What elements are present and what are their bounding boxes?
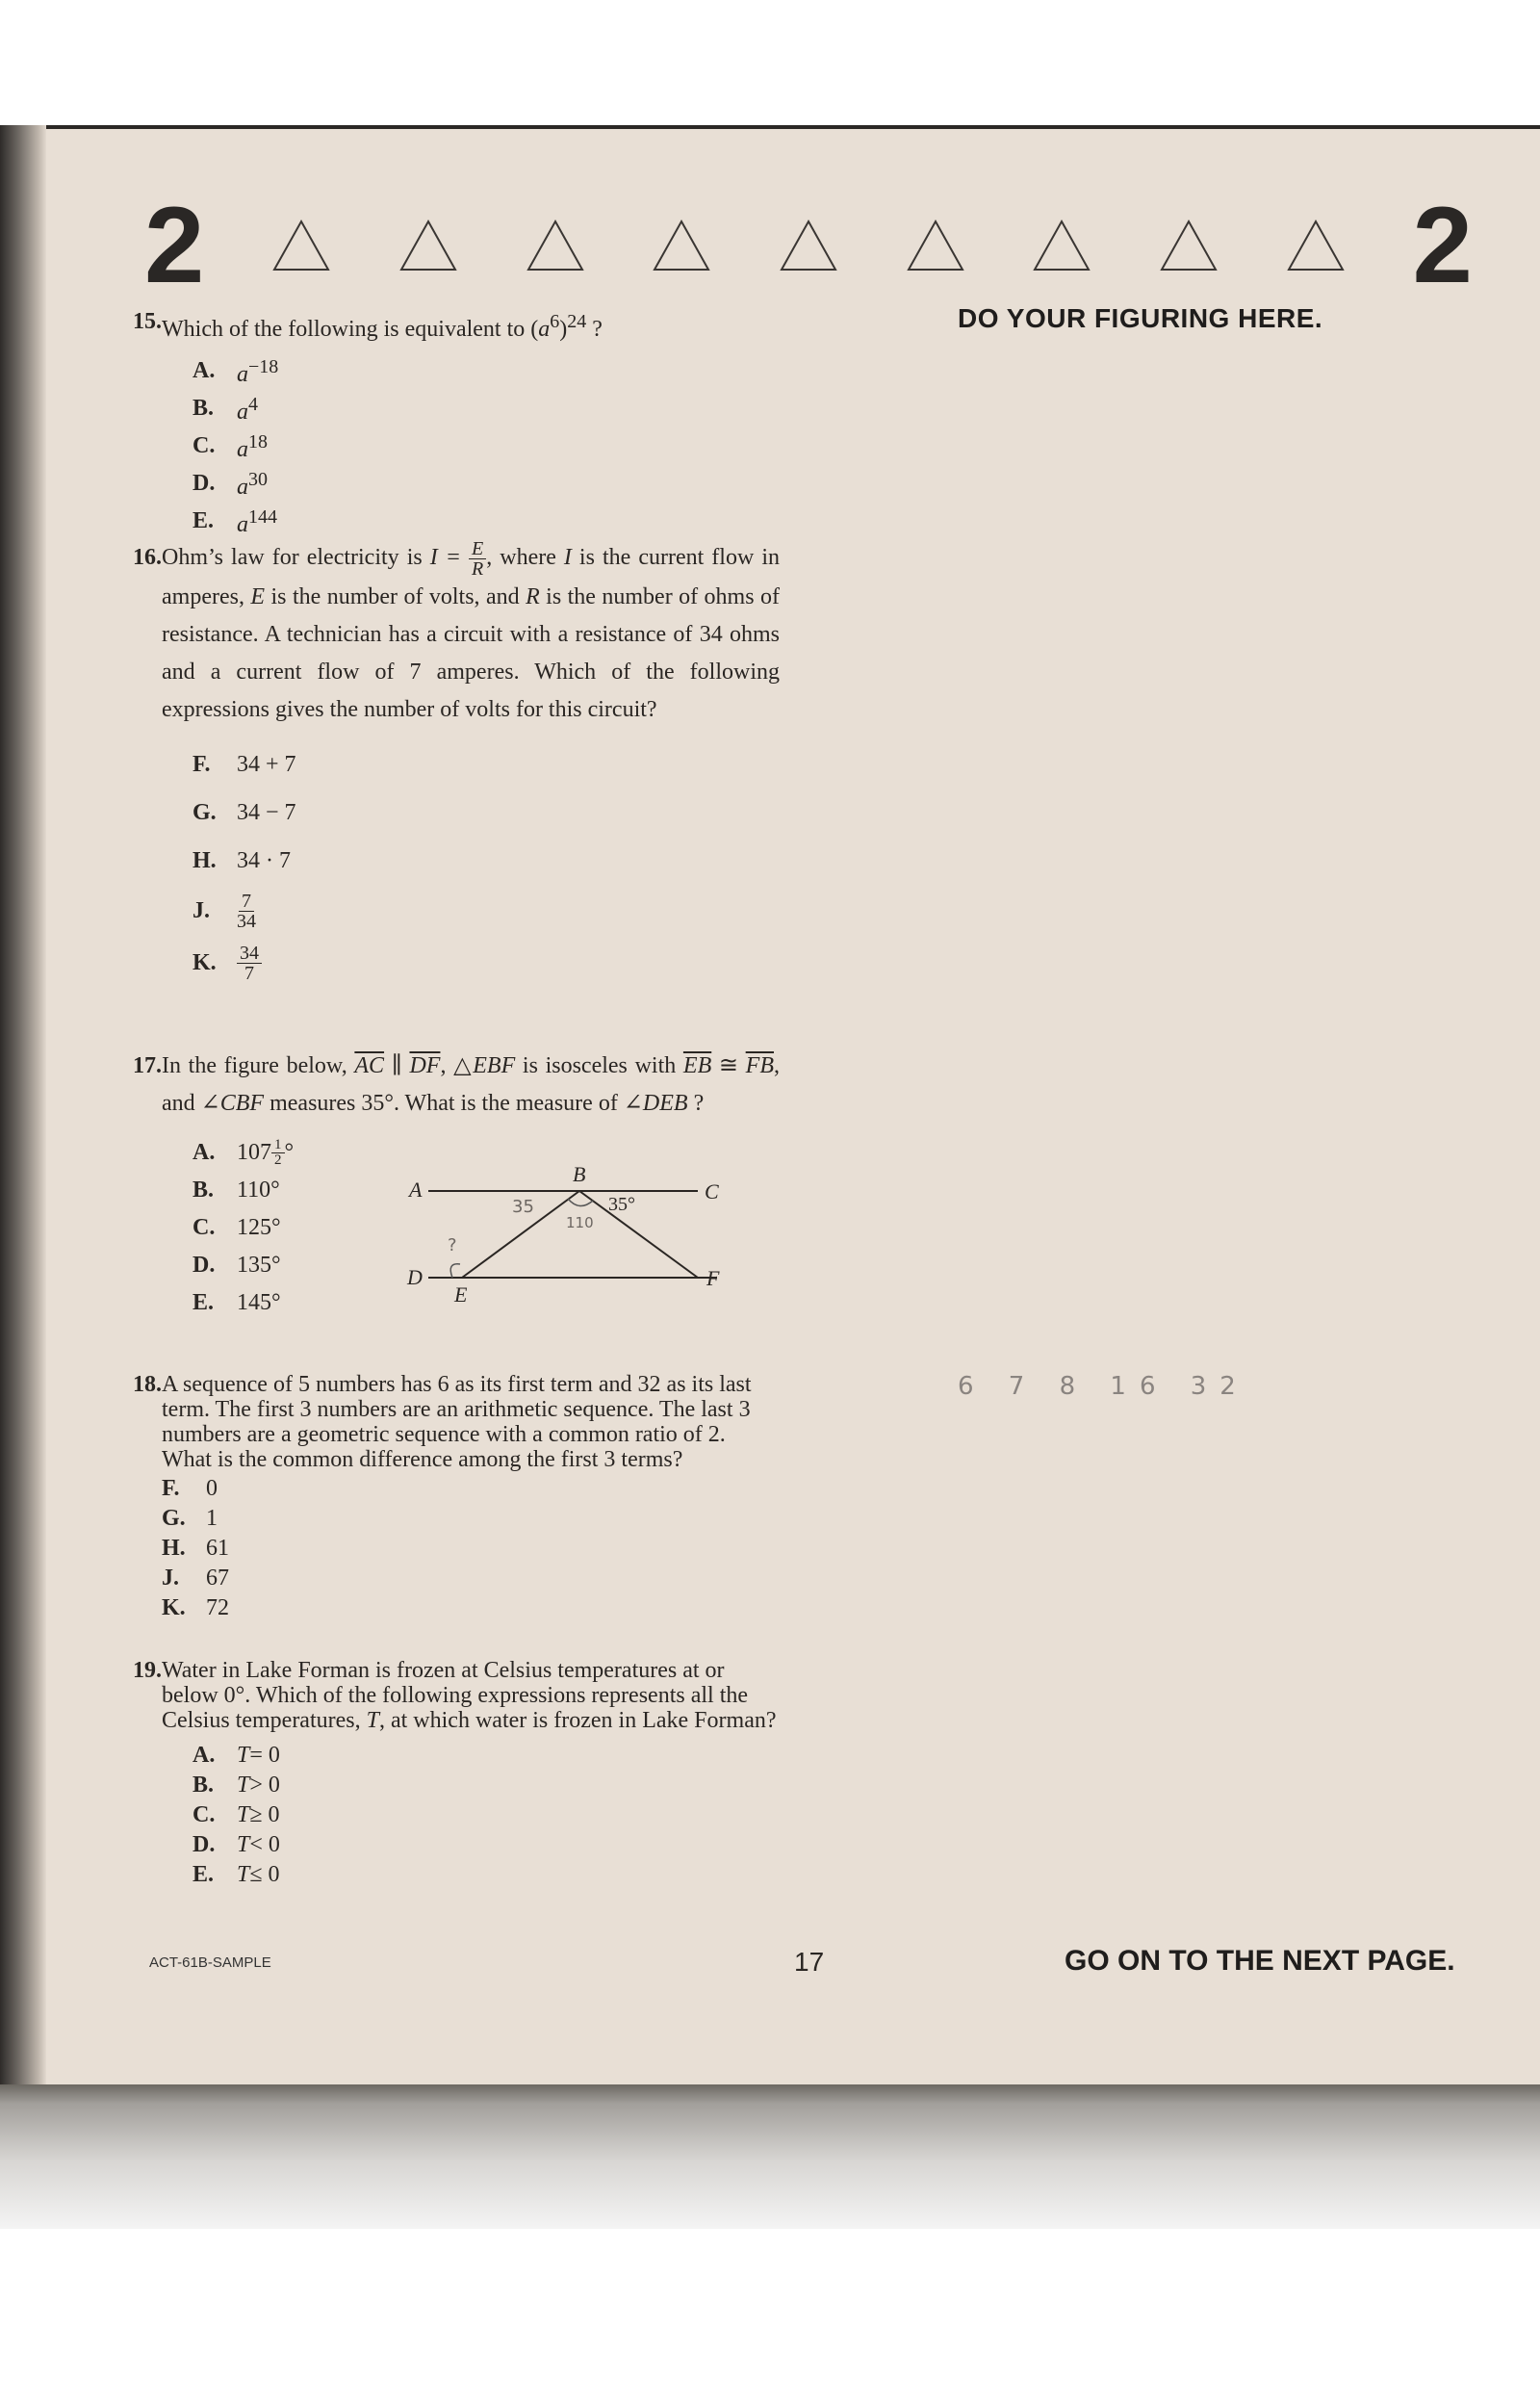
option-letter: H.	[192, 847, 217, 873]
question-number: 15.	[133, 309, 162, 334]
option-fraction	[271, 1138, 285, 1168]
answer-options	[162, 740, 780, 989]
option-value: 125°	[237, 1215, 281, 1240]
pencil-arc	[450, 1264, 460, 1278]
option-letter: K.	[192, 949, 217, 975]
option-letter: D.	[192, 1832, 216, 1857]
expr-base: a	[538, 317, 551, 342]
figuring-area-title: DO YOUR FIGURING HERE.	[958, 303, 1323, 333]
option-variable: T	[237, 1802, 250, 1827]
answer-option-g[interactable]	[162, 1504, 780, 1534]
stem-text: measures 35°. What is the measure of ∠	[264, 1091, 643, 1116]
triangle-icon	[1159, 219, 1219, 272]
form-code: ACT-61B-SAMPLE	[149, 1954, 271, 1971]
segment-bf	[579, 1191, 698, 1278]
fraction-denominator: 2	[274, 1152, 282, 1168]
question-16	[133, 538, 780, 989]
option-letter: H.	[162, 1536, 186, 1561]
scan-shadow	[0, 2084, 1540, 2229]
option-base: a	[237, 512, 248, 537]
question-number: 16.	[133, 545, 162, 570]
question-stem	[162, 1658, 780, 1733]
answer-option-b[interactable]	[162, 390, 780, 427]
option-base: a	[237, 362, 248, 387]
stem-text: is the number of ohms of resistance. A technician has a circuit with a resistance of 34 ohms and a current flow of 7 amperes. Which of the following expressions gives the number of volts for this circuit?	[162, 584, 780, 722]
angle-label: 35°	[608, 1194, 635, 1215]
option-letter: G.	[162, 1506, 186, 1531]
stem-text: Which of the following is equivalent to	[162, 317, 531, 342]
stem-text: is the current flow in amperes,	[162, 545, 780, 609]
stem-text: is isosceles with	[515, 1053, 683, 1078]
answer-option-h[interactable]	[162, 837, 780, 885]
option-value: 61	[206, 1536, 229, 1561]
option-value: ≤ 0	[249, 1862, 280, 1887]
triangle-icon	[398, 219, 458, 272]
answer-option-j[interactable]	[162, 1564, 780, 1593]
stem-text: , at which water is frozen in Lake Forman?	[378, 1708, 777, 1733]
question-number: 19.	[133, 1658, 162, 1683]
option-letter: D.	[192, 1253, 216, 1278]
option-letter: E.	[192, 1862, 215, 1887]
stem-text: , where	[486, 545, 564, 571]
answer-option-e[interactable]	[162, 1860, 780, 1890]
stem-text: ?	[586, 317, 603, 342]
option-value: 34 · 7	[237, 847, 291, 873]
formula-numerator: E	[469, 539, 486, 559]
option-letter: E.	[192, 508, 215, 533]
answer-option-a[interactable]	[162, 352, 780, 390]
pencil-sequence: 6 7 8 16 32	[958, 1372, 1249, 1401]
segment-ac: $\overline{AC}$	[354, 1053, 385, 1078]
answer-options	[162, 352, 780, 540]
binding-gutter	[0, 125, 46, 2084]
fraction-numerator: 7	[239, 892, 254, 912]
option-letter: B.	[192, 1773, 215, 1798]
parallel-symbol: ∥	[384, 1053, 410, 1078]
option-value: 0	[206, 1476, 218, 1501]
question-number: 18.	[133, 1372, 162, 1397]
triangle-icon	[779, 219, 838, 272]
label-e: E	[454, 1282, 468, 1305]
next-page-notice: GO ON TO THE NEXT PAGE.	[1065, 1945, 1455, 1977]
congruent-symbol: ≅	[711, 1053, 746, 1078]
option-value: 34 + 7	[237, 751, 296, 777]
pencil-note: 35	[512, 1197, 534, 1217]
question-stem	[162, 1048, 780, 1123]
label-c: C	[705, 1179, 719, 1203]
option-letter: K.	[162, 1595, 186, 1620]
option-variable: T	[237, 1743, 250, 1768]
option-letter: D.	[192, 471, 216, 496]
stem-text: Ohm’s law for electricity is	[162, 545, 430, 571]
angle-cbf: CBF	[219, 1091, 265, 1116]
option-letter: C.	[192, 1802, 216, 1827]
option-unit: °	[284, 1140, 295, 1165]
stem-text: ?	[687, 1091, 705, 1116]
triangle-ebf: EBF	[473, 1053, 516, 1078]
fraction-numerator: 1	[271, 1138, 285, 1153]
fraction-denominator: 7	[244, 962, 254, 984]
answer-option-j[interactable]	[162, 885, 780, 937]
option-letter: J.	[192, 897, 210, 923]
answer-option-k[interactable]	[162, 937, 780, 989]
stem-text: is the number of volts, and	[265, 584, 526, 609]
page-number: 17	[794, 1947, 825, 1977]
option-fraction	[237, 892, 256, 931]
fraction-numerator: 34	[237, 944, 262, 964]
question-stem: Which of the following is equivalent to $(a^6)^{24}$ ?	[162, 311, 603, 342]
option-value: 135°	[237, 1253, 281, 1278]
section-number-right: 2	[1412, 185, 1473, 305]
pencil-note: 110	[566, 1214, 594, 1231]
question-15	[133, 303, 780, 540]
question-stem	[162, 539, 780, 729]
segment-eb: $\overline{EB}$	[682, 1053, 712, 1078]
question-stem	[162, 1372, 780, 1472]
variable-r: R	[526, 584, 540, 609]
formula-denominator: R	[472, 558, 484, 580]
option-exp: 4	[248, 394, 258, 415]
option-exp: 144	[248, 506, 277, 528]
stem-text: Water in Lake Forman is frozen at Celsius temperatures at or below 0°. Which of the following expressions represents all the Celsius temperatures,	[162, 1658, 749, 1733]
triangle-icon	[652, 219, 711, 272]
triangle-icon	[526, 219, 585, 272]
segment-fb: $\overline{FB}$	[745, 1053, 774, 1078]
option-value: 67	[206, 1566, 229, 1591]
option-value: 72	[206, 1595, 229, 1620]
stem-text: A sequence of 5 numbers has 6 as its first term and 32 as its last term. The first 3 numbers are an arithmetic sequence. The last 3 numbers are a geometric sequence with a common ratio of 2. What is the common difference among the first 3 terms?	[162, 1372, 752, 1472]
answer-option-c[interactable]	[162, 427, 780, 465]
question-number: 17.	[133, 1053, 162, 1078]
label-b: B	[573, 1162, 586, 1186]
option-letter: F.	[192, 751, 211, 777]
pencil-note: ?	[448, 1235, 457, 1255]
section-header	[144, 185, 1473, 305]
option-value: = 0	[249, 1743, 280, 1768]
answer-option-f[interactable]	[162, 1474, 780, 1504]
section-number-left: 2	[144, 185, 205, 305]
option-fraction	[237, 944, 262, 983]
answer-option-k[interactable]	[162, 1593, 780, 1623]
option-letter: F.	[162, 1476, 180, 1501]
answer-options	[162, 1741, 780, 1890]
question-19	[133, 1658, 780, 1890]
option-exp: −18	[248, 356, 279, 377]
option-value: 110°	[237, 1178, 280, 1203]
option-value: 145°	[237, 1290, 281, 1315]
formula-fraction	[469, 539, 486, 579]
angle-deb: DEB	[642, 1091, 688, 1116]
option-letter: C.	[192, 1215, 216, 1240]
answer-option-h[interactable]	[162, 1534, 780, 1564]
option-letter: B.	[192, 1178, 215, 1203]
option-variable: T	[237, 1773, 250, 1798]
answer-options	[162, 1474, 780, 1623]
stem-text: , and ∠	[162, 1053, 780, 1116]
formula-lhs: I =	[429, 545, 461, 571]
fraction-denominator: 34	[237, 910, 256, 932]
option-exp: 18	[248, 431, 268, 453]
question-18	[133, 1372, 780, 1623]
triangle-icon	[271, 219, 331, 272]
triangle-icon	[1286, 219, 1346, 272]
answer-option-f[interactable]	[162, 740, 780, 789]
option-letter: A.	[192, 1140, 216, 1165]
option-base: a	[237, 400, 248, 425]
triangle-icon	[906, 219, 965, 272]
option-value: 107	[237, 1140, 271, 1165]
segment-df: $\overline{DF}$	[409, 1053, 441, 1078]
stem-text: , △	[440, 1053, 474, 1078]
stem-text: In the figure below,	[162, 1053, 355, 1078]
option-variable: T	[237, 1832, 250, 1857]
expr-outer-exp: 24	[567, 311, 587, 332]
variable-i: I	[563, 545, 572, 571]
answer-option-g[interactable]	[162, 789, 780, 837]
geometry-figure	[404, 1151, 732, 1305]
option-letter: J.	[162, 1566, 179, 1591]
option-exp: 30	[248, 469, 268, 490]
option-letter: A.	[192, 358, 216, 383]
option-letter: C.	[192, 433, 216, 458]
option-letter: B.	[192, 396, 215, 421]
option-value: ≥ 0	[249, 1802, 280, 1827]
pencil-arc	[568, 1199, 593, 1206]
variable-e: E	[250, 584, 266, 609]
triangle-icon	[1032, 219, 1091, 272]
answer-option-e[interactable]	[162, 503, 780, 540]
option-letter: A.	[192, 1743, 216, 1768]
label-f: F	[706, 1266, 720, 1290]
option-base: a	[237, 437, 248, 462]
option-base: a	[237, 475, 248, 500]
option-letter: G.	[192, 799, 217, 825]
option-variable: T	[237, 1862, 250, 1887]
option-value: < 0	[249, 1832, 280, 1857]
label-d: D	[407, 1265, 423, 1289]
option-value: > 0	[249, 1773, 280, 1798]
label-a: A	[409, 1178, 423, 1202]
option-value: 1	[206, 1506, 218, 1531]
variable-t: T	[366, 1708, 379, 1733]
option-value: 34 − 7	[237, 799, 296, 825]
expr-inner-exp: 6	[550, 311, 560, 332]
answer-option-d[interactable]	[162, 465, 780, 503]
option-letter: E.	[192, 1290, 215, 1315]
